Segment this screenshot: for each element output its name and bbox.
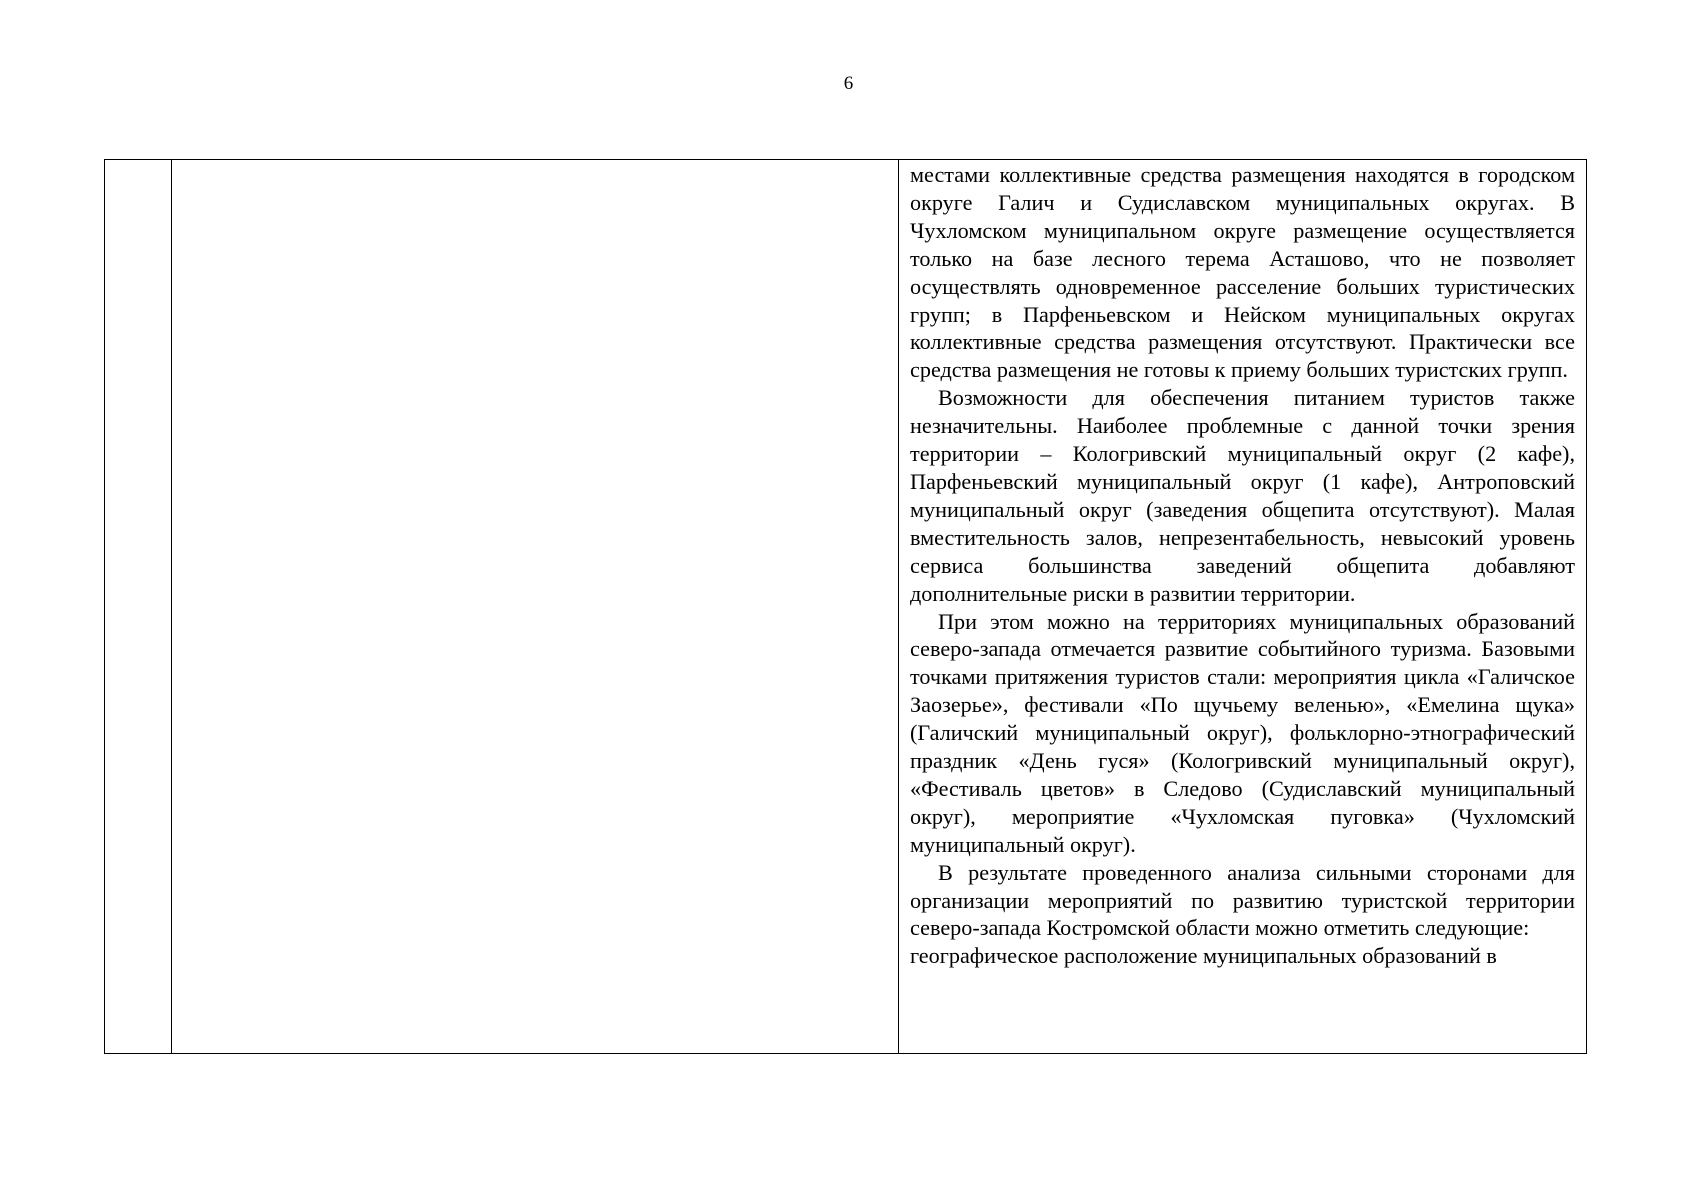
paragraph-accommodation: местами коллективные средства размещения находятся в городском округе Галич и Судиславском муниципальных округах. В Чухломском муниципальном округе размещение осуществляется только на базе лесного терема Асташово, что не позволяет осуществлять одновременное расселение больших туристических групп; в Парфеньевском и Нейском муниципальных округах коллективные средства размещения отсутствуют. Практически все средства размещения не готовы к приему больших туристских групп.: [910, 162, 1575, 383]
cell-name: [172, 160, 899, 1054]
cell-description: [899, 160, 1587, 1054]
paragraph-catering: Возможности для обеспечения питанием туристов также незначительны. Наиболее проблемные с данной точки зрения территории – Кологривский муниципальный округ (2 кафе), Парфеньевский муниципальный округ (1 кафе), Антроповский муниципальный округ (заведения общепита отсутствуют). Малая вместительность залов, непрезентабельность, невысокий уровень сервиса большинства заведений общепита добавляют дополнительные риски в развитии территории.: [910, 385, 1575, 606]
table-row: [105, 160, 1587, 1054]
paragraph-geography: географическое расположение муниципальных образований в: [910, 943, 1497, 969]
page-number: 6: [843, 73, 854, 94]
paragraph-analysis: В результате проведенного анализа сильными сторонами для организации мероприятий по развитию туристской территории северо-запада Костромской области можно отметить следующие:: [910, 859, 1575, 941]
content-table: [104, 159, 1587, 1054]
paragraph-event-tourism: При этом можно на территориях муниципальных образований северо-запада отмечается развитие событийного туризма. Базовыми точками притяжения туристов стали: мероприятия цикла «Галичское Заозерье», фестивали «По щучьему веленью», «Емелина щука» (Галичский муниципальный округ), фольклорно-этнографический праздник «День гуся» (Кологривский муниципальный округ), «Фестиваль цветов» в Следово (Судиславский муниципальный округ), мероприятие «Чухломская пуговка» (Чухломский муниципальный округ).: [910, 608, 1575, 857]
cell-number: [105, 160, 172, 1054]
description-text: [899, 160, 1586, 970]
